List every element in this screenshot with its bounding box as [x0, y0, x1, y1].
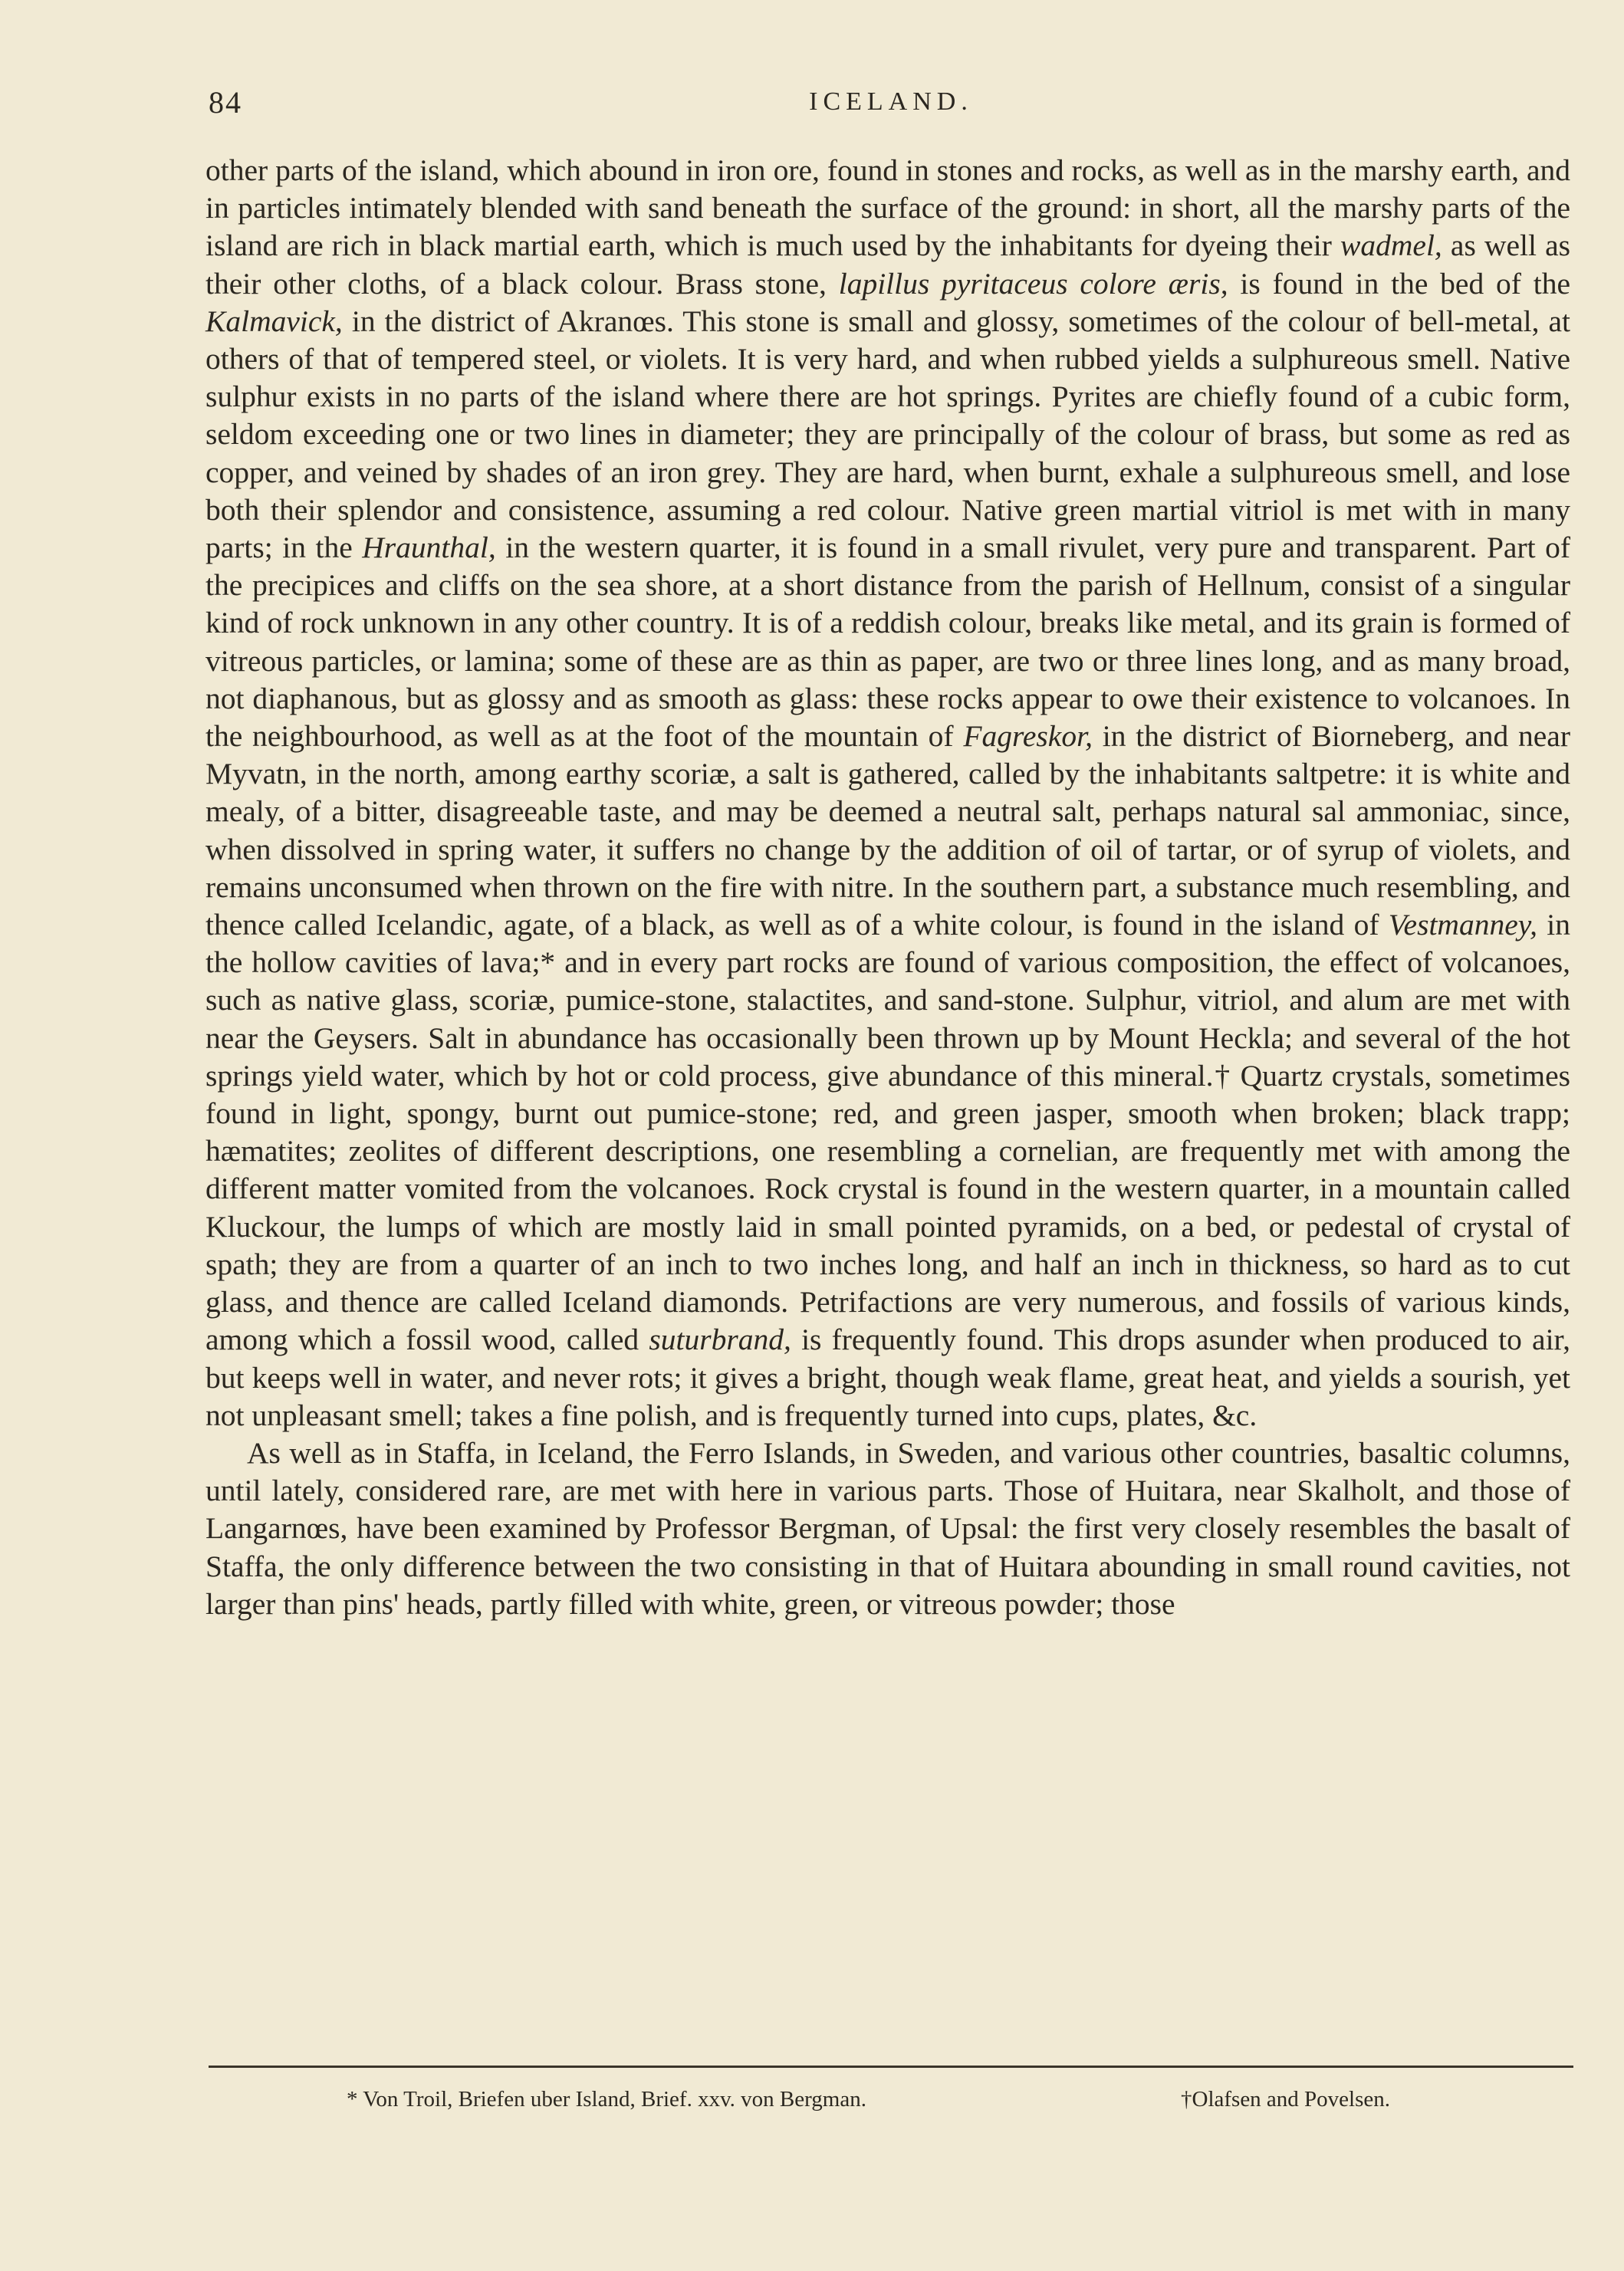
paragraph: [205, 1435, 1570, 1623]
text-run: in the district of Biorneberg, and near Myvatn, in the north, among earthy scoriæ, a salt is gathered, called by the inhabitants saltpetre: it is white and mealy, of a bitter, disagreeable taste, and may be deemed a neutral salt, perhaps natural sal ammoniac, since, when dissolved in spring water, it suffers no change by the addition of oil of tartar, or of syrup of violets, and remains unconsumed when thrown on the fire with nitre. In the southern part, a substance much resembling, and thence called Icelandic, agate, of a black, as well as of a white colour, is found in the island of: [205, 719, 1570, 942]
text-run: As well as in Staffa, in Iceland, the Ferro Islands, in Sweden, and various other countries, basaltic columns, until lately, considered rare, are met with here in various parts. Those of Huitara, near Skalholt, and those of Langarnœs, have been examined by Professor Bergman, of Upsal: the first very closely resembles the basalt of Staffa, the only difference between the two consisting in that of Huitara abounding in small round cavities, not larger than pins' heads, partly filled with white, green, or vitreous powder; those: [205, 1435, 1570, 1621]
page-number: 84: [209, 85, 242, 120]
italic-term: lapillus pyritaceus colore æris,: [838, 266, 1228, 301]
page-header: [209, 84, 1573, 130]
running-head: ICELAND.: [809, 87, 973, 116]
italic-term: Fagreskor,: [963, 719, 1093, 754]
footnote-von-troil: * Von Troil, Briefen uber Island, Brief. xxv. von Bergman.: [347, 2087, 866, 2112]
italic-term: suturbrand,: [649, 1323, 791, 1357]
text-run: is frequently found. This drops asunder when produced to air, but keeps well in water, and never rots; it gives a bright, though weak flame, great heat, and yields a sourish, yet not unpleasant smell; takes a fine polish, and is frequently turned into cups, plates, &c.: [205, 1323, 1570, 1432]
italic-term: wadmel,: [1340, 228, 1442, 263]
paragraph: [205, 152, 1570, 1435]
text-run: in the western quarter, it is found in a small rivulet, very pure and transparent. Part of the precipices and cliffs on the sea shore, at a short distance from the parish of Hellnum, consist of a singular kind of rock unknown in any other country. It is of a reddish colour, breaks like metal, and its grain is formed of vitreous particles, or lamina; some of these are as thin as paper, are two or three lines long, and as many broad, not diaphanous, but as glossy and as smooth as glass: these rocks appear to owe their existence to volcanoes. In the neighbourhood, as well as at the foot of the mountain of: [205, 531, 1570, 754]
italic-term: Hraunthal,: [362, 531, 496, 565]
footnotes: [209, 2087, 1573, 2121]
text-run: as well as their other cloths, of a black colour. Brass stone,: [205, 228, 1570, 301]
italic-term: Vestmanney,: [1388, 908, 1537, 942]
text-run: is found in the bed of the: [1228, 266, 1570, 301]
text-run: other parts of the island, which abound in iron ore, found in stones and rocks, as well as in the marshy earth, and in particles intimately blended with sand beneath the surface of the ground: in short, all the marshy parts of the island are rich in black martial earth, which is much used by the inhabitants for dyeing their: [205, 153, 1570, 263]
text-run: in the hollow cavities of lava;* and in every part rocks are found of various composition, the effect of volcanoes, such as native glass, scoriæ, pumice-stone, stalactites, and sand-stone. Sulphur, vitriol, and alum are met with near the Geysers. Salt in abundance has occasionally been thrown up by Mount Heckla; and several of the hot springs yield water, which by hot or cold process, give abundance of this mineral.† Quartz crystals, sometimes found in light, spongy, burnt out pumice-stone; red, and green jasper, smooth when broken; black trapp; hæmatites; zeolites of different descriptions, one resembling a cornelian, are frequently met with among the different matter vomited from the volcanoes. Rock crystal is found in the western quarter, in a mountain called Kluckour, the lumps of which are mostly laid in small pointed pyramids, on a bed, or pedestal of crystal of spath; they are from a quarter of an inch to two inches long, and half an inch in thickness, so hard as to cut glass, and thence are called Iceland diamonds. Petrifactions are very numerous, and fossils of various kinds, among which a fossil wood, called: [205, 908, 1570, 1357]
text-run: in the district of Akranœs. This stone is small and glossy, sometimes of the colour of bell-metal, at others of that of tempered steel, or violets. It is very hard, and when rubbed yields a sulphureous smell. Native sulphur exists in no parts of the island where there are hot springs. Pyrites are chiefly found of a cubic form, seldom exceeding one or two lines in diameter; they are principally of the colour of brass, but some as red as copper, and veined by shades of an iron grey. They are hard, when burnt, exhale a sulphureous smell, and lose both their splendor and consistence, assuming a red colour. Native green martial vitriol is met with in many parts; in the: [205, 304, 1570, 565]
footnote-olafsen: †Olafsen and Povelsen.: [1181, 2087, 1391, 2112]
footnote-rule: [209, 2066, 1573, 2068]
body-text: [205, 152, 1570, 1623]
italic-term: Kalmavick,: [205, 304, 343, 338]
